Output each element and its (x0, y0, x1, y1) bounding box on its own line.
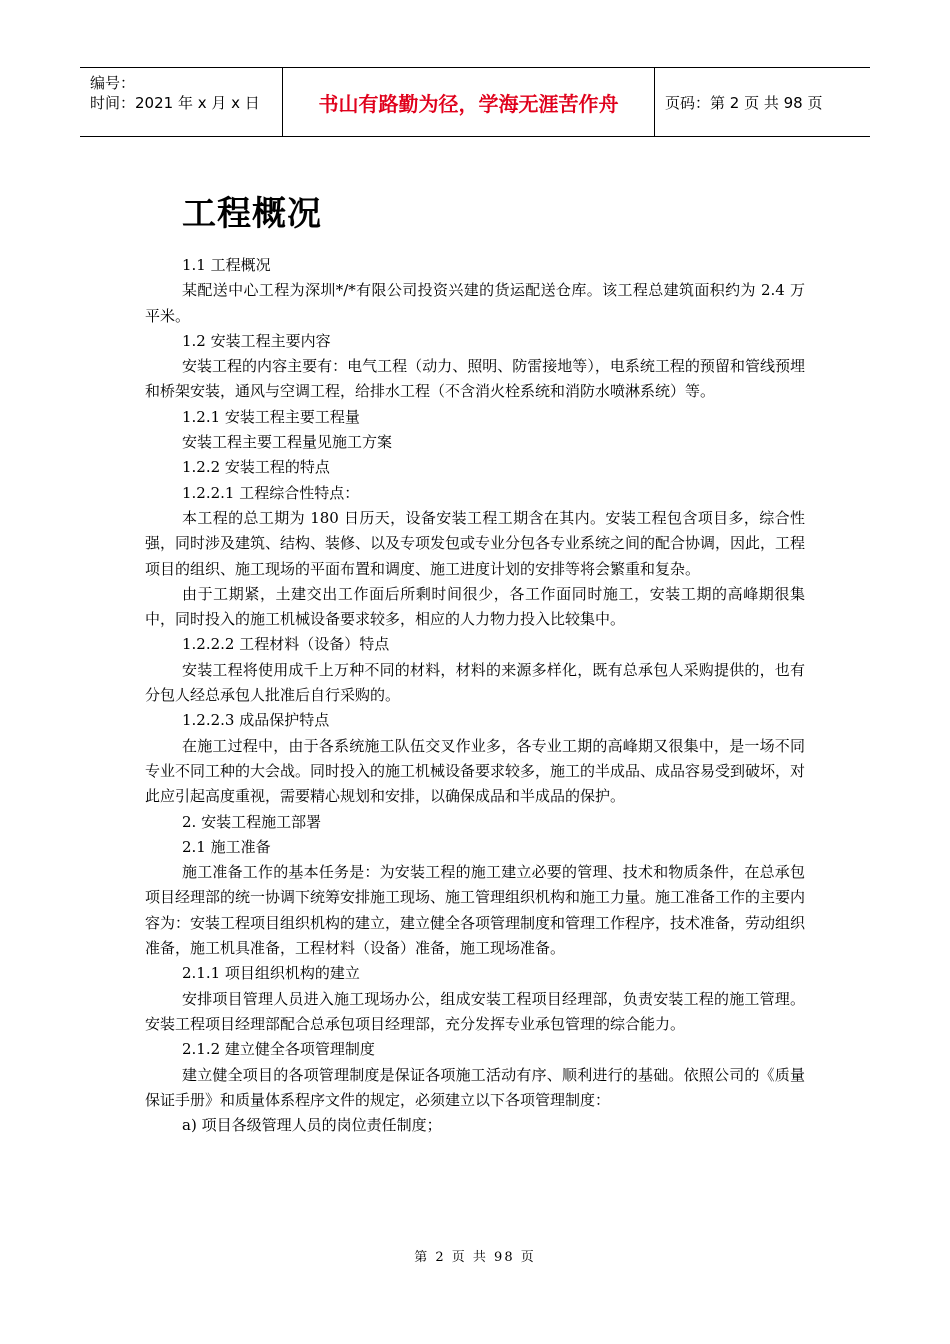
heading-2-1-2: 2.1.2 建立健全各项管理制度 (182, 1040, 375, 1059)
paragraph: 由于工期紧，土建交出工作面后所剩时间很少，各工作面同时施工，安装工期的高峰期很集中，同时投入的施工机械设备要求较多，相应的人力物力投入比较集中。 (145, 584, 805, 629)
heading-2: 2. 安装工程施工部署 (182, 812, 322, 831)
document-date: 时间：2021 年 x 月 x 日 (90, 94, 260, 112)
document-body (145, 253, 805, 1138)
heading-1-2-2-2: 1.2.2.2 工程材料（设备）特点 (182, 635, 390, 654)
paragraph: 本工程的总工期为 180 日历天，设备安装工程工期含在其内。安装工程包含项目多，综合性强，同时涉及建筑、结构、装修、以及专项发包或专业分包各专业系统之间的配合协调，因此，工程项目的组织、施工现场的平面布置和调度、施工进度计划的安排等将会繁重和复杂。 (145, 508, 806, 578)
heading-1-2-1: 1.2.1 安装工程主要工程量 (182, 407, 360, 426)
document-title: 工程概况 (182, 194, 322, 234)
paragraph: 在施工过程中，由于各系统施工队伍交叉作业多，各专业工期的高峰期又很集中，是一场不同专业不同工种的大会战。同时投入的施工机械设备要求较多，施工的半成品、成品容易受到破坏，对此应引起高度重视，需要精心规划和安排，以确保成品和半成品的保护。 (145, 736, 806, 806)
heading-1-2-2: 1.2.2 安装工程的特点 (182, 458, 330, 477)
header-meta-cell (80, 68, 283, 136)
document-number-label: 编号： (90, 74, 136, 92)
heading-1-2-2-1: 1.2.2.1 工程综合性特点： (182, 483, 360, 502)
header-page-info: 页码：第 2 页 共 98 页 (665, 93, 823, 112)
paragraph: 安排项目管理人员进入施工现场办公，组成安装工程项目经理部，负责安装工程的施工管理。安装工程项目经理部配合总承包项目经理部，充分发挥专业承包管理的综合能力。 (145, 989, 805, 1033)
heading-2-1-1: 2.1.1 项目组织机构的建立 (182, 964, 360, 983)
heading-2-1: 2.1 施工准备 (182, 837, 271, 856)
header-motto: 书山有路勤为径，学海无涯苦作舟 (283, 68, 655, 136)
heading-1-2-2-3: 1.2.2.3 成品保护特点 (182, 711, 330, 730)
heading-1-1: 1.1 工程概况 (182, 256, 271, 274)
paragraph: 建立健全项目的各项管理制度是保证各项施工活动有序、顺利进行的基础。依照公司的《质量保证手册》和质量体系程序文件的规定，必须建立以下各项管理制度： (145, 1065, 805, 1109)
paragraph: 施工准备工作的基本任务是：为安装工程的施工建立必要的管理、技术和物质条件，在总承包项目经理部的统一协调下统筹安排施工现场、施工管理组织机构和施工力量。施工准备工作的主要内容为：安装工程项目组织机构的建立，建立健全各项管理制度和管理工作程序，技术准备，劳动组织准备，施工机具准备，工程材料（设备）准备，施工现场准备。 (145, 863, 806, 958)
page-footer: 第 2 页 共 98 页 (414, 1250, 536, 1265)
paragraph: 安装工程主要工程量见施工方案 (182, 433, 393, 452)
page-header (80, 67, 870, 137)
list-item: a) 项目各级管理人员的岗位责任制度； (182, 1116, 442, 1135)
heading-1-2: 1.2 安装工程主要内容 (182, 331, 331, 350)
paragraph: 安装工程的内容主要有：电气工程（动力、照明、防雷接地等），电系统工程的预留和管线预埋和桥架安装，通风与空调工程，给排水工程（不含消火栓系统和消防水喷淋系统）等。 (145, 357, 805, 401)
paragraph: 某配送中心工程为深圳*/*有限公司投资兴建的货运配送仓库。该工程总建筑面积约为 2.4 万平米。 (145, 281, 805, 325)
paragraph: 安装工程将使用成千上万种不同的材料，材料的来源多样化，既有总承包人采购提供的，也有分包人经总承包人批准后自行采购的。 (145, 660, 805, 705)
